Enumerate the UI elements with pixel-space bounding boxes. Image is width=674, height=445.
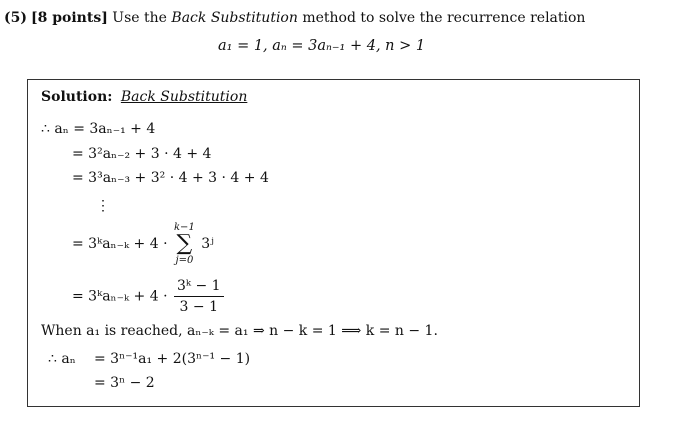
- fraction-line-lead: = 3ᵏaₙ₋ₖ + 4 ·: [72, 288, 168, 305]
- final-line-2: = 3ⁿ − 2: [94, 375, 155, 391]
- solution-label: Solution:: [41, 89, 113, 105]
- fraction-line: [72, 278, 224, 315]
- question-points: [8 points]: [31, 10, 108, 26]
- sum-lower-limit: j=0: [175, 255, 194, 266]
- vertical-dots: ⋮: [96, 198, 110, 214]
- question-text-after: method to solve the recurrence relation: [302, 10, 586, 26]
- question-number: (5): [4, 10, 27, 26]
- final-lead: ∴ aₙ: [48, 351, 76, 367]
- question-line: [4, 10, 585, 26]
- question-method: Back Substitution: [171, 10, 298, 26]
- sigma-symbol: ∑: [176, 231, 193, 256]
- step-line-3: = 3³aₙ₋₃ + 3² · 4 + 3 · 4 + 4: [72, 170, 269, 186]
- when-line: When a₁ is reached, aₙ₋ₖ = a₁ ⇒ n − k = 1 ⟹ k = n − 1.: [41, 323, 438, 339]
- step-line-1: ∴ aₙ = 3aₙ₋₁ + 4: [41, 121, 156, 137]
- recurrence-relation: a₁ = 1, aₙ = 3aₙ₋₁ + 4, n > 1: [218, 38, 426, 54]
- step-line-2: = 3²aₙ₋₂ + 3 · 4 + 4: [72, 146, 212, 162]
- solution-box: [27, 79, 640, 407]
- final-line-1: = 3ⁿ⁻¹a₁ + 2(3ⁿ⁻¹ − 1): [94, 351, 251, 367]
- fraction: [174, 278, 224, 315]
- sum-line-lead: = 3ᵏaₙ₋ₖ + 4 ·: [72, 236, 168, 252]
- sum-upper-limit: k−1: [174, 222, 195, 233]
- fraction-numerator: 3ᵏ − 1: [174, 278, 224, 297]
- question-text-before: Use the: [112, 10, 167, 26]
- sum-term: 3ʲ: [201, 236, 214, 252]
- solution-heading: [41, 89, 247, 105]
- fraction-denominator: 3 − 1: [179, 299, 218, 315]
- summation: [174, 222, 195, 266]
- sum-line: [72, 222, 214, 266]
- solution-method: Back Substitution: [120, 89, 248, 105]
